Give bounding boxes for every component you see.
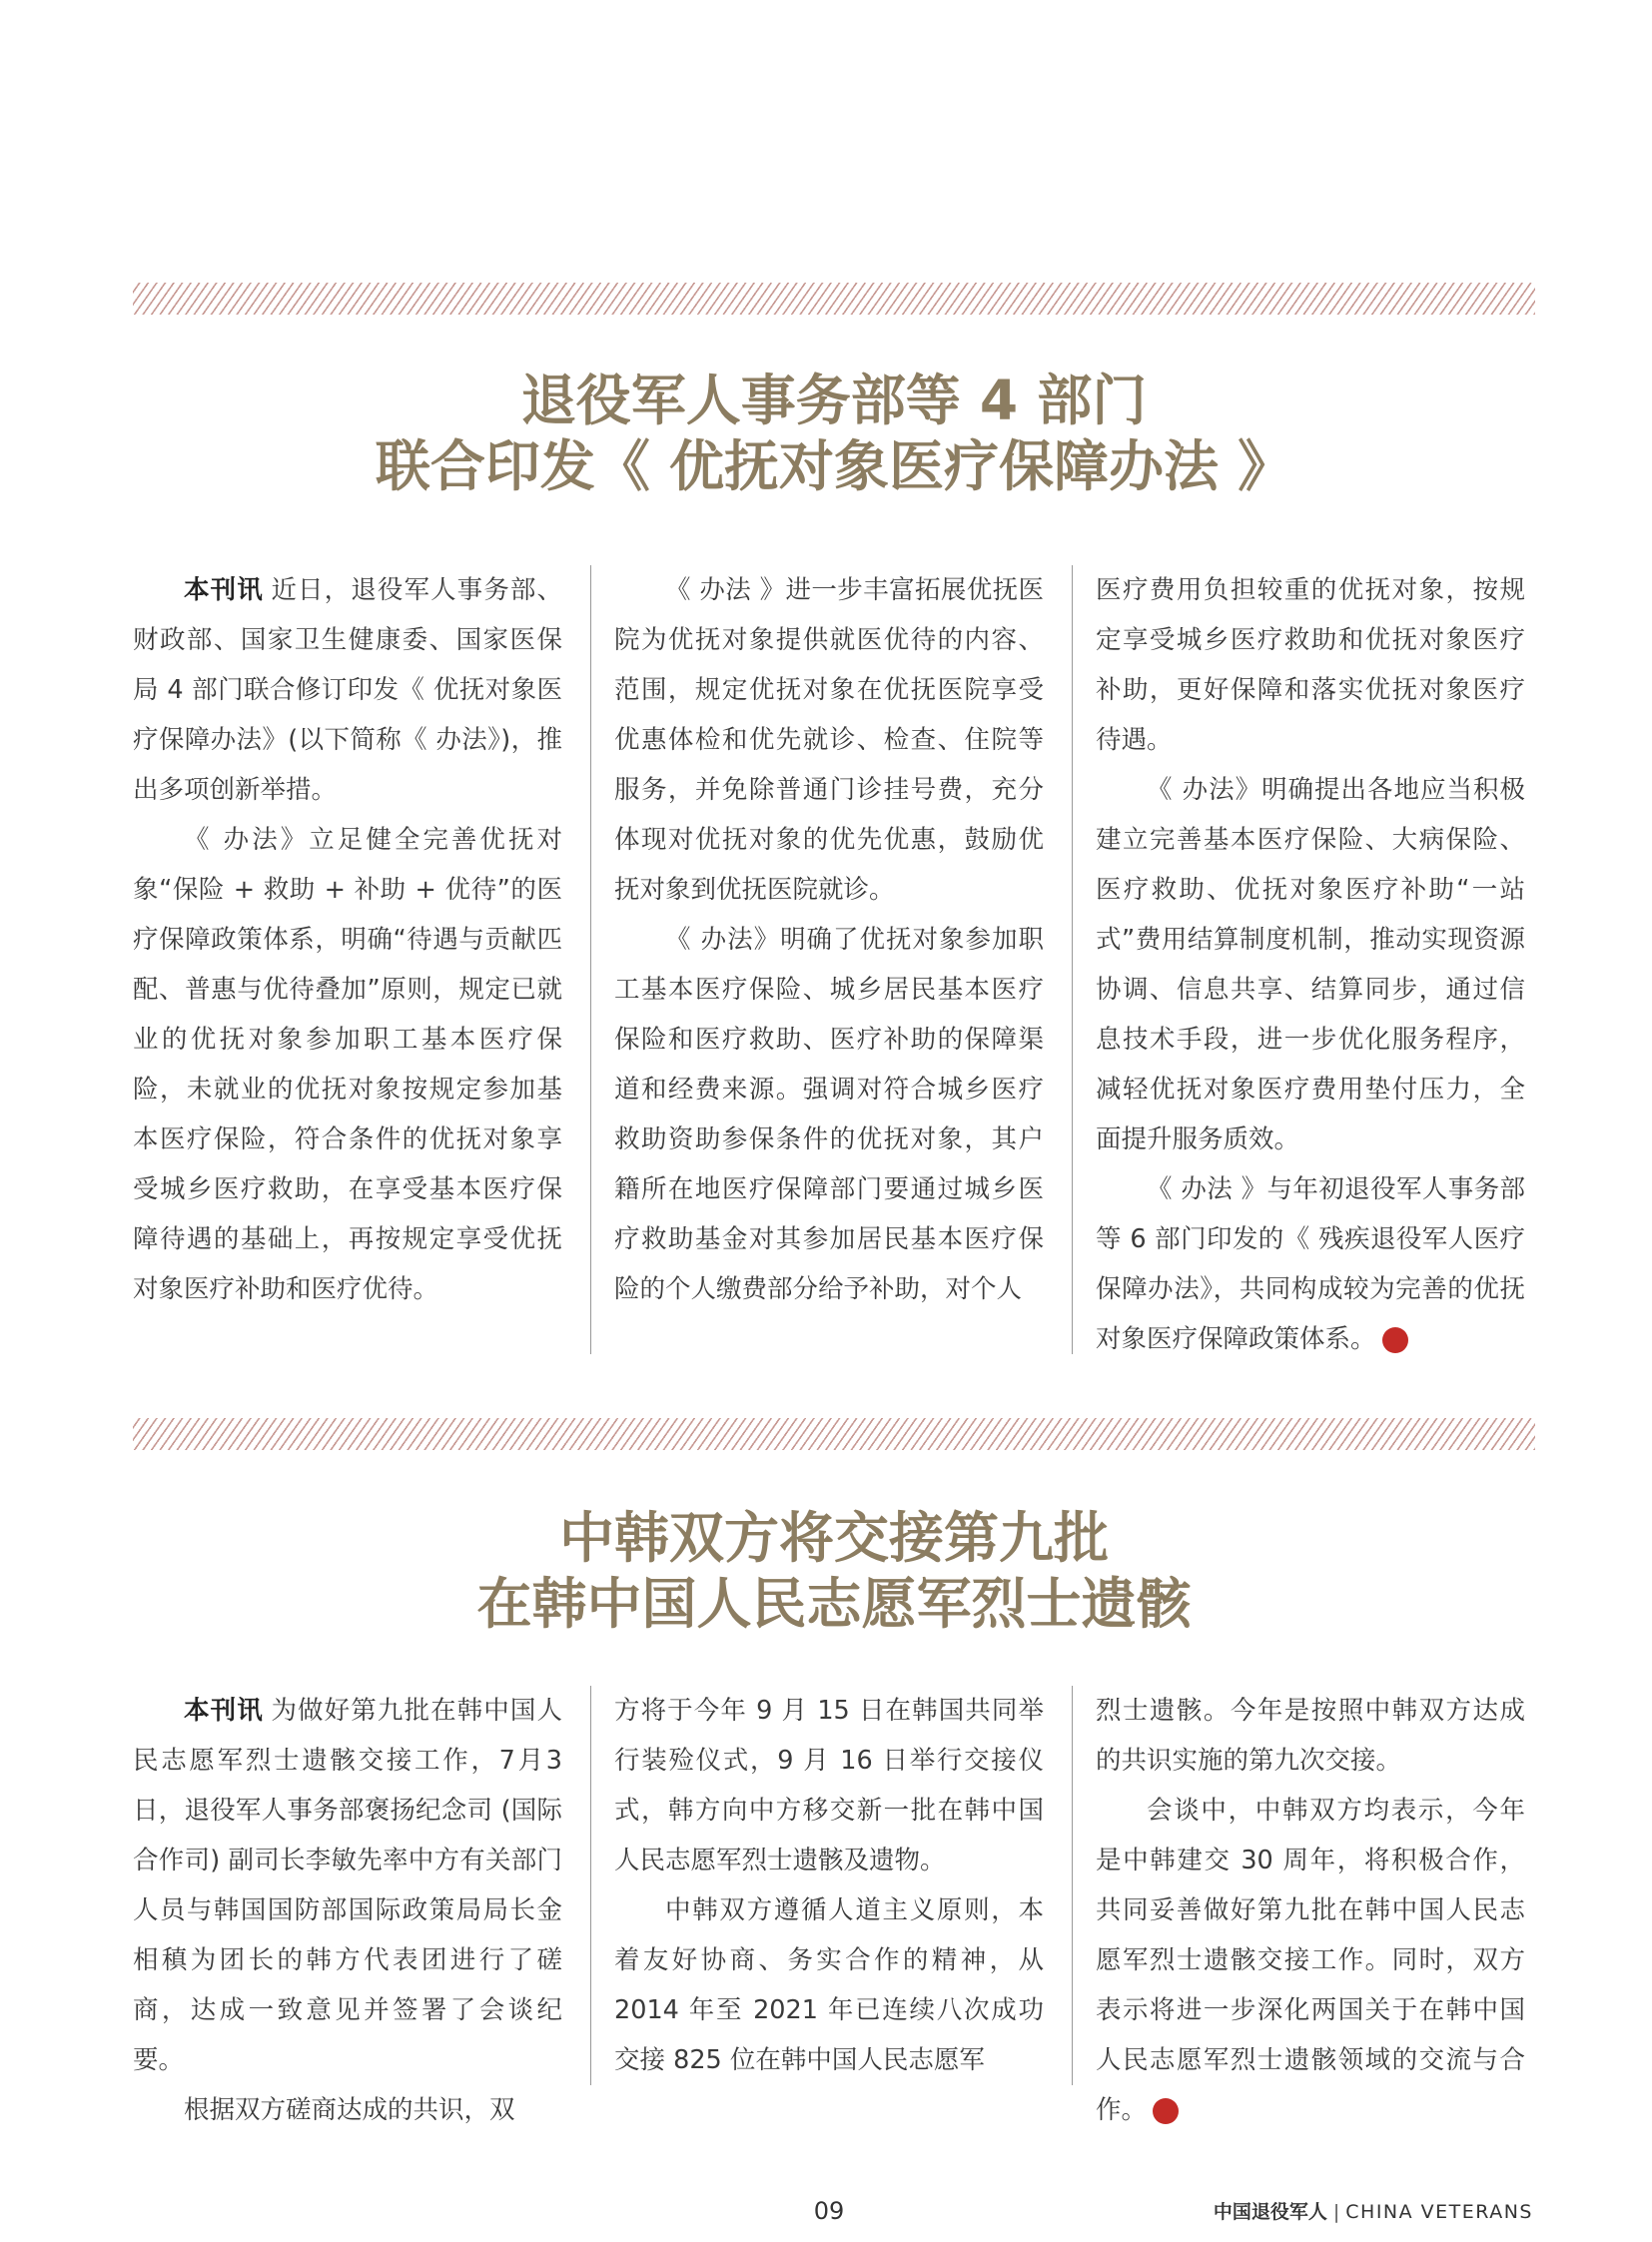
magazine-name-cn: 中国退役军人 [1213,2201,1327,2223]
column-divider [1072,565,1073,1354]
article2-title-line1: 中韩双方将交接第九批 [558,1506,1109,1570]
article1-col2-p1: 《 办法 》进一步丰富拓展优抚医院为优抚对象提供就医优待的内容、范围，规定优抚对象在优抚医院享受优惠体检和优先就诊、检查、住院等服务，并免除普通门诊挂号费，充分体现对优抚对象的优先优惠，鼓励优抚对象到优抚医院就诊。 [614,575,1044,905]
article2-col3-p1: 烈士遗骸。今年是按照中韩双方达成的共识实施的第九次交接。 [1096,1696,1525,1776]
article1-col3-p2: 《 办法》明确提出各地应当积极建立完善基本医疗保险、大病保险、医疗救助、优抚对象医疗补助“一站式”费用结算制度机制，推动实现资源协调、信息共享、结算同步，通过信息技术手段，进一步优化服务程序，减轻优抚对象医疗费用垫付压力，全面提升服务质效。 [1096,775,1525,1154]
magazine-footer [1174,2197,1533,2224]
page-number: 09 [813,2197,845,2225]
column-divider [1072,1686,1073,2085]
article2-col2-p2: 中韩双方遵循人道主义原则，本着友好协商、务实合作的精神，从 2014 年至 2021 年已连续八次成功交接 825 位在韩中国人民志愿军 [614,1895,1044,2075]
article1-col3-p1: 医疗费用负担较重的优抚对象，按规定享受城乡医疗救助和优抚对象医疗补助，更好保障和落实优抚对象医疗待遇。 [1096,575,1525,755]
footer-separator: | [1332,2201,1340,2223]
article1-col3-p3: 《 办法 》与年初退役军人事务部等 6 部门印发的《 残疾退役军人医疗保障办法》，共同构成较为完善的优抚对象医疗保障政策体系。 [1096,1174,1525,1354]
article2-column-3 [1096,1686,1525,2135]
article1-col1-p1: 近日，退役军人事务部、财政部、国家卫生健康委、国家医保局 4 部门联合修订印发《 优抚对象医疗保障办法》(以下简称《 办法》)，推出多项创新举措。 [133,575,562,805]
article2-col1-p1: 为做好第九批在韩中国人民志愿军烈士遗骸交接工作，7月3日，退役军人事务部褒扬纪念司 (国际合作司) 副司长李敏先率中方有关部门人员与韩国国防部国际政策局局长金相稹为团长的韩方代表团进行了磋商，达成一致意见并签署了会谈纪要。 [133,1696,562,2075]
article2-column-1 [133,1686,562,2135]
magazine-end-mark-icon: ▼ [1153,2098,1179,2124]
article1-column-3 [1096,565,1525,1364]
column-divider [590,565,591,1354]
article1-title [133,368,1535,499]
article1-title-line1: 退役军人事务部等 4 部门 [520,369,1148,432]
article2-title-line2: 在韩中国人民志愿军烈士遗骸 [476,1572,1192,1636]
article1-title-line2: 联合印发《 优抚对象医疗保障办法 》 [375,434,1293,498]
article2-col3-p2: 会谈中，中韩双方均表示，今年是中韩建交 30 周年，将积极合作，共同妥善做好第九批在韩中国人民志愿军烈士遗骸交接工作。同时，双方表示将进一步深化两国关于在韩中国人民志愿军烈士遗骸领域的交流与合作。 [1096,1796,1525,2125]
column-divider [590,1686,591,2085]
article2-col1-p2: 根据双方磋商达成的共识，双 [184,2095,515,2125]
article2-title [133,1505,1535,1637]
article2-column-2 [614,1686,1044,2085]
article1-col2-p2: 《 办法》明确了优抚对象参加职工基本医疗保险、城乡居民基本医疗保险和医疗救助、医疗补助的保障渠道和经费来源。强调对符合城乡医疗救助资助参保条件的优抚对象，其户籍所在地医疗保障部门要通过城乡医疗救助基金对其参加居民基本医疗保险的个人缴费部分给予补助，对个人 [614,925,1044,1304]
article1-column-1 [133,565,562,1314]
magazine-name-en: CHINA VETERANS [1345,2201,1533,2223]
article1-lead: 本刊讯 [184,575,264,605]
stripe-divider-top [133,283,1535,315]
magazine-end-mark-icon: ▼ [1382,1327,1408,1353]
stripe-divider-middle [133,1418,1535,1450]
article1-column-2 [614,565,1044,1314]
article2-col2-p1: 方将于今年 9 月 15 日在韩国共同举行装殓仪式，9 月 16 日举行交接仪式，韩方向中方移交新一批在韩中国人民志愿军烈士遗骸及遗物。 [614,1696,1044,1875]
article1-col1-p2: 《 办法》立足健全完善优抚对象“保险 + 救助 + 补助 + 优待”的医疗保障政策体系，明确“待遇与贡献匹配、普惠与优待叠加”原则，规定已就业的优抚对象参加职工基本医疗保险，未就业的优抚对象按规定参加基本医疗保险，符合条件的优抚对象享受城乡医疗救助，在享受基本医疗保障待遇的基础上，再按规定享受优抚对象医疗补助和医疗优待。 [133,825,562,1304]
article2-lead: 本刊讯 [184,1696,264,1726]
